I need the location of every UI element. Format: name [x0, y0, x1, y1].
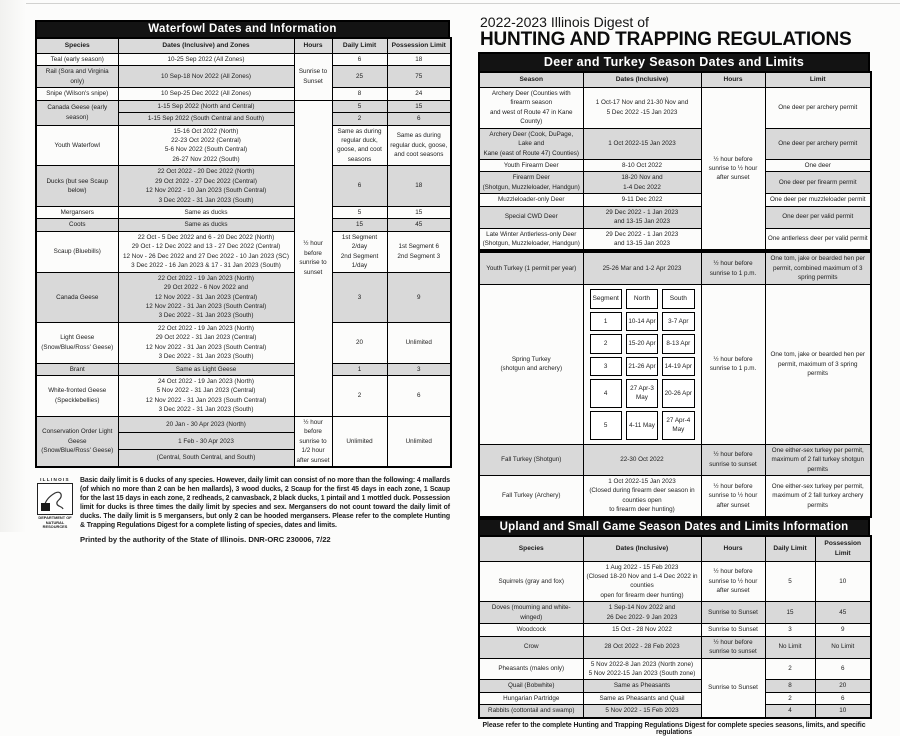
dates-cell: 25-26 Mar and 1-2 Apr 2023	[583, 251, 701, 284]
segment-cell: 21-26 Apr	[626, 357, 658, 376]
table-row	[479, 128, 871, 159]
hours-cell: ½ hour before sunrise to ½ hour after sunset	[701, 87, 765, 251]
idnr-logo	[35, 477, 75, 530]
hours-cell: ½ hour before sunrise to sunset	[701, 444, 765, 475]
limit-cell: One deer per muzzleloader permit	[765, 194, 871, 206]
waterfowl-panel	[35, 20, 450, 544]
species-cell: Quail (Bobwhite)	[479, 680, 583, 692]
segment-cell: 4	[590, 379, 622, 408]
segment-header-cell: South	[662, 289, 694, 309]
column-header: Dates (Inclusive)	[583, 536, 701, 561]
table-row	[36, 322, 451, 363]
season-cell: Firearm Deer (Shotgun, Muzzleloader, Handgun)	[479, 172, 583, 194]
table-row	[479, 172, 871, 194]
dates-cell: 20 Jan - 30 Apr 2023 (North)	[118, 416, 294, 433]
hours-cell: ½ hour before sunrise to 1 p.m.	[701, 284, 765, 444]
table-row	[479, 705, 871, 718]
table-row	[36, 125, 451, 166]
species-cell: Crow	[479, 636, 583, 658]
page-edge-line	[0, 3, 900, 4]
season-cell: Youth Turkey (1 permit per year)	[479, 251, 583, 284]
segment-cell: 4-11 May	[626, 411, 658, 440]
daily-limit-cell: 2	[332, 113, 387, 125]
column-header: Limit	[765, 72, 871, 87]
dates-cell: Same as Light Geese	[118, 363, 294, 375]
limit-cell: One deer per archery permit	[765, 87, 871, 128]
season-cell: Late Winter Antlerless-only Deer (Shotgun, Muzzleloader, Handgun)	[479, 228, 583, 251]
table-row	[479, 159, 871, 171]
hours-cell: ½ hour before sunrise to sunset	[294, 100, 332, 416]
segment-cell: 1	[590, 312, 622, 331]
possession-limit-cell: 24	[387, 88, 451, 100]
species-cell: Scaup (Bluebills)	[36, 231, 118, 272]
dates-cell: 22 Oct 2022 - 19 Jan 2023 (North) 29 Oct 2022 - 6 Nov 2022 and 12 Nov 2022 - 31 Jan 2023 (Central) 12 Nov 2022 - 31 Jan 2023 (South Central) 3 Dec 2022 - 31 Jan 2023 (South)	[118, 272, 294, 322]
daily-limit-cell: 2	[765, 692, 815, 704]
possession-limit-cell: 15	[387, 100, 451, 112]
hours-cell: Sunrise to Sunset	[294, 53, 332, 100]
daily-limit-cell: No Limit	[765, 636, 815, 658]
season-cell: Spring Turkey (shotgun and archery)	[479, 284, 583, 444]
table-row	[36, 219, 451, 231]
daily-limit-cell: 15	[332, 219, 387, 231]
limit-cell: One tom, jake or bearded hen per permit, maximum of 3 spring permits	[765, 284, 871, 444]
deer-turkey-table	[478, 71, 872, 518]
dates-cell: 24 Oct 2022 - 19 Jan 2023 (North) 5 Nov 2022 - 31 Jan 2023 (Central) 12 Nov 2022 - 31 Jan 2023 (South Central) 3 Dec 2022 - 31 Jan 2023 (South)	[118, 376, 294, 417]
possession-limit-cell: 20	[815, 680, 871, 692]
table-row	[36, 376, 451, 417]
waterfowl-table-container	[35, 37, 450, 468]
table-row	[479, 624, 871, 636]
dates-cell: 1 Oct-17 Nov and 21-30 Nov and 5 Dec 2022 -15 Jan 2023	[583, 87, 701, 128]
segment-cell: 27 Apr-3 May	[626, 379, 658, 408]
column-header: Dates (Inclusive)	[583, 72, 701, 87]
possession-limit-cell: 3	[387, 363, 451, 375]
idnr-map-icon	[37, 483, 73, 515]
upland-table-container	[478, 535, 870, 719]
segment-header-cell: Segment	[590, 289, 622, 309]
dates-cell: 1 Oct 2022-15 Jan 2023 (Closed during firearm deer season in counties open to firearm deer hunting)	[583, 476, 701, 517]
table-row	[479, 602, 871, 624]
possession-limit-cell: 6	[815, 692, 871, 704]
deer-turkey-table-title-bar: Deer and Turkey Season Dates and Limits	[478, 52, 870, 71]
limit-cell: One deer	[765, 159, 871, 171]
species-cell: Brant	[36, 363, 118, 375]
regulations-panel	[478, 14, 870, 736]
table-row	[479, 658, 871, 680]
species-cell: Squirrels (gray and fox)	[479, 561, 583, 602]
dates-cell: 15-16 Oct 2022 (North) 22-23 Oct 2022 (Central) 5-6 Nov 2022 (South Central) 26-27 Nov 2022 (South)	[118, 125, 294, 166]
segment-cell: 27 Apr-4 May	[662, 411, 694, 440]
table-row	[36, 416, 451, 433]
limit-cell: One antlerless deer per valid permit	[765, 228, 871, 251]
column-header: Species	[479, 536, 583, 561]
printed-by-line: Printed by the authority of the State of Illinois. DNR-ORC 230006, 7/22	[80, 534, 331, 544]
hours-cell: ½ hour before sunrise to 1 p.m.	[701, 251, 765, 284]
possession-limit-cell: 10	[815, 561, 871, 602]
possession-limit-cell: Same as during regular duck, goose, and coot seasons	[387, 125, 451, 166]
table-row	[36, 66, 451, 88]
daily-limit-cell: 8	[332, 88, 387, 100]
species-cell: Coots	[36, 219, 118, 231]
limit-cell: One either-sex turkey per permit, maximum of 2 fall turkey archery permits	[765, 476, 871, 517]
dates-cell: 5 Nov 2022 - 15 Feb 2023	[583, 705, 701, 718]
segment-cell: 10-14 Apr	[626, 312, 658, 331]
waterfowl-table	[35, 37, 452, 468]
dates-cell: 8-10 Oct 2022	[583, 159, 701, 171]
limit-cell: One deer per valid permit	[765, 206, 871, 228]
table-row	[479, 476, 871, 517]
hours-cell: ½ hour before sunrise to ½ hour after sunset	[701, 561, 765, 602]
digest-title-line2: HUNTING AND TRAPPING REGULATIONS	[480, 29, 852, 50]
hours-cell: ½ hour before sunrise to 1/2 hour after sunset	[294, 416, 332, 467]
column-header: Species	[36, 38, 118, 53]
segment-cell: 3	[590, 357, 622, 376]
season-cell: Special CWD Deer	[479, 206, 583, 228]
possession-limit-cell: 6	[387, 113, 451, 125]
regulations-footnote: Please refer to the complete Hunting and Trapping Regulations Digest for complete species seasons, limits, and specific regulations	[482, 721, 866, 736]
upland-small-game-table	[478, 535, 872, 719]
limit-cell: One tom, jake or bearded hen per permit, combined maximum of 3 spring permits	[765, 251, 871, 284]
dates-cell: 1-15 Sep 2022 (North and Central)	[118, 100, 294, 112]
season-cell: Fall Turkey (Shotgun)	[479, 444, 583, 475]
daily-limit-cell: Same as during regular duck, goose, and coot seasons	[332, 125, 387, 166]
possession-limit-cell: 15	[387, 207, 451, 219]
segment-cell: 5	[590, 411, 622, 440]
table-row	[479, 87, 871, 128]
dates-cell: 1-15 Sep 2022 (South Central and South)	[118, 113, 294, 125]
table-row	[36, 53, 451, 65]
daily-limit-cell: 25	[332, 66, 387, 88]
dates-cell: 22 Oct 2022 - 20 Dec 2022 (North) 29 Oct 2022 - 27 Dec 2022 (Central) 12 Nov 2022 - 10 Jan 2023 (South Central) 3 Dec 2022 - 31 Jan 2023 (South)	[118, 166, 294, 207]
daily-limit-cell: 4	[765, 705, 815, 718]
table-row	[36, 207, 451, 219]
species-cell: Rail (Sora and Virginia only)	[36, 66, 118, 88]
season-cell: Archery Deer (Counties with firearm season and west of Route 47 in Kane County)	[479, 87, 583, 128]
column-header: Hours	[701, 536, 765, 561]
species-cell: Teal (early season)	[36, 53, 118, 65]
left-footer-texts	[80, 477, 450, 544]
species-cell: Light Geese (Snow/Blue/Ross' Geese)	[36, 322, 118, 363]
table-row	[479, 251, 871, 284]
dates-cell: 1 Sep-14 Nov 2022 and 26 Dec 2022- 9 Jan 2023	[583, 602, 701, 624]
dates-cell: Same as ducks	[118, 207, 294, 219]
possession-limit-cell: Unlimited	[387, 322, 451, 363]
possession-limit-cell: 6	[815, 658, 871, 680]
column-header: Possession Limit	[387, 38, 451, 53]
possession-limit-cell: 45	[815, 602, 871, 624]
possession-limit-cell: 9	[387, 272, 451, 322]
species-cell: Woodcock	[479, 624, 583, 636]
possession-limit-cell: 18	[387, 166, 451, 207]
species-cell: Canada Geese (early season)	[36, 100, 118, 125]
hours-cell: ½ hour before sunrise to sunset	[701, 636, 765, 658]
possession-limit-cell: 9	[815, 624, 871, 636]
daily-limit-cell: 5	[765, 561, 815, 602]
segment-cell: 15-20 Apr	[626, 334, 658, 353]
season-cell: Archery Deer (Cook, DuPage, Lake and Kane (east of Route 47) Counties)	[479, 128, 583, 159]
table-row	[479, 228, 871, 251]
dates-cell: 5 Nov 2022-8 Jan 2023 (North zone) 5 Nov 2022-15 Jan 2023 (South zone)	[583, 658, 701, 680]
dates-cell: 28 Oct 2022 - 28 Feb 2023	[583, 636, 701, 658]
season-cell: Youth Firearm Deer	[479, 159, 583, 171]
possession-limit-cell: 18	[387, 53, 451, 65]
table-row	[36, 272, 451, 322]
species-cell: Youth Waterfowl	[36, 125, 118, 166]
dates-cell: 15 Oct - 28 Nov 2022	[583, 624, 701, 636]
dates-cell: 22 Oct 2022 - 19 Jan 2023 (North) 29 Oct 2022 - 31 Jan 2023 (Central) 12 Nov 2022 - 31 Jan 2023 (South Central) 3 Dec 2022 - 31 Jan 2023 (South)	[118, 322, 294, 363]
dates-cell: 22 Oct - 5 Dec 2022 and 6 - 20 Dec 2022 (North) 29 Oct - 12 Dec 2022 and 13 - 27 Dec 2022 (Central) 12 Nov - 26 Dec 2022 and 27 Dec 2022 - 10 Jan 2023 (SC) 3 Dec 2022 - 16 Jan 2023 & 17 - 31 Jan 2023 (South)	[118, 231, 294, 272]
upland-table-title-bar: Upland and Small Game Season Dates and Limits Information	[478, 518, 870, 535]
table-row	[36, 100, 451, 112]
dates-cell: 10 Sep-18 Nov 2022 (All Zones)	[118, 66, 294, 88]
daily-limit-cell: 20	[332, 322, 387, 363]
dates-cell: Same as ducks	[118, 219, 294, 231]
daily-limit-cell: 5	[332, 100, 387, 112]
daily-limit-cell: 2	[765, 658, 815, 680]
column-header: Possession Limit	[815, 536, 871, 561]
column-header: Hours	[294, 38, 332, 53]
table-row	[479, 284, 871, 444]
segment-cell: 2	[590, 334, 622, 353]
dates-cell: 1 Oct 2022-15 Jan 2023	[583, 128, 701, 159]
digest-title-line1: 2022-2023 Illinois Digest of	[480, 14, 649, 30]
hours-cell: ½ hour before sunrise to ½ hour after sunset	[701, 476, 765, 517]
dates-cell: 1 Feb - 30 Apr 2023	[118, 433, 294, 450]
daily-limit-cell: Unlimited	[332, 416, 387, 467]
daily-limit-cell: 3	[765, 624, 815, 636]
species-cell: Conservation Order Light Geese (Snow/Blue/Ross' Geese)	[36, 416, 118, 467]
hours-cell: Sunrise to Sunset	[701, 658, 765, 718]
species-cell: Pheasants (males only)	[479, 658, 583, 680]
waterfowl-footnote: Basic daily limit is 6 ducks of any species. However, daily limit can consist of no more than the following: 4 mallards (of which no more than 2 can be hen mallards), 3 wood ducks, 2 Scaup for the first 45 days in each zone, 1 Scaup for the last 15 days in each zone, 2 redheads, 2 canvasback, 2 black ducks, 1 pintail and 1 mottled duck. Possession limit for ducks is three times the daily limit by species and sex. Mergansers do not count toward the daily limit of ducks. The daily limit is 5 mergansers, but only 2 can be hooded mergansers. Please refer to the complete Hunting & Trapping Regulations Digest for a complete listing of species, dates and limits.	[80, 476, 450, 529]
species-cell: Rabbits (cottontail and swamp)	[479, 705, 583, 718]
column-header: Daily Limit	[765, 536, 815, 561]
table-row	[479, 561, 871, 602]
possession-limit-cell: Unlimited	[387, 416, 451, 467]
table-row	[36, 231, 451, 272]
table-row	[479, 194, 871, 206]
column-header: Hours	[701, 72, 765, 87]
segment-cell: 8-13 Apr	[662, 334, 694, 353]
daily-limit-cell: 1	[332, 363, 387, 375]
spring-turkey-segments	[583, 284, 701, 444]
daily-limit-cell: 15	[765, 602, 815, 624]
table-row	[479, 692, 871, 704]
dates-cell: 18-20 Nov and 1-4 Dec 2022	[583, 172, 701, 194]
hours-cell: Sunrise to Sunset	[701, 602, 765, 624]
limit-cell: One either-sex turkey per permit, maximum of 2 fall turkey shotgun permits	[765, 444, 871, 475]
season-cell: Fall Turkey (Archery)	[479, 476, 583, 517]
dates-cell: 10 Sep-25 Dec 2022 (All Zones)	[118, 88, 294, 100]
segment-cell: 14-19 Apr	[662, 357, 694, 376]
dates-cell: 10-25 Sep 2022 (All Zones)	[118, 53, 294, 65]
species-cell: Doves (mourning and white-winged)	[479, 602, 583, 624]
species-cell: Snipe (Wilson's snipe)	[36, 88, 118, 100]
dates-cell: Same as Pheasants and Quail	[583, 692, 701, 704]
column-header: Daily Limit	[332, 38, 387, 53]
possession-limit-cell: 6	[387, 376, 451, 417]
dates-cell: Same as Pheasants	[583, 680, 701, 692]
logo-dnr-text: DEPARTMENT OF NATURAL RESOURCES	[38, 514, 72, 530]
daily-limit-cell: 8	[765, 680, 815, 692]
table-row	[36, 88, 451, 100]
dates-cell: (Central, South Central, and South)	[118, 450, 294, 467]
species-cell: Mergansers	[36, 207, 118, 219]
table-row	[479, 636, 871, 658]
possession-limit-cell: 1st Segment 6 2nd Segment 3	[387, 231, 451, 272]
possession-limit-cell: 45	[387, 219, 451, 231]
possession-limit-cell: 75	[387, 66, 451, 88]
page-edge-shading	[0, 0, 26, 532]
daily-limit-cell: 1st Segment 2/day 2nd Segment 1/day	[332, 231, 387, 272]
daily-limit-cell: 2	[332, 376, 387, 417]
segment-header-cell: North	[626, 289, 658, 309]
species-cell: White-fronted Geese (Specklebellies)	[36, 376, 118, 417]
possession-limit-cell: 10	[815, 705, 871, 718]
table-row	[479, 206, 871, 228]
season-cell: Muzzleloader-only Deer	[479, 194, 583, 206]
segment-cell: 3-7 Apr	[662, 312, 694, 331]
hours-cell: Sunrise to Sunset	[701, 624, 765, 636]
logo-illinois-text: ILLINOIS	[40, 476, 70, 482]
daily-limit-cell: 3	[332, 272, 387, 322]
daily-limit-cell: 5	[332, 207, 387, 219]
dates-cell: 29 Dec 2022 - 1 Jan 2023 and 13-15 Jan 2023	[583, 228, 701, 251]
dates-cell: 9-11 Dec 2022	[583, 194, 701, 206]
column-header: Dates (Inclusive) and Zones	[118, 38, 294, 53]
table-row	[36, 363, 451, 375]
daily-limit-cell: 6	[332, 53, 387, 65]
species-cell: Ducks (but see Scaup below)	[36, 166, 118, 207]
species-cell: Canada Geese	[36, 272, 118, 322]
column-header: Season	[479, 72, 583, 87]
species-cell: Hungarian Partridge	[479, 692, 583, 704]
segment-table	[586, 286, 699, 443]
table-row	[36, 166, 451, 207]
waterfowl-table-title-bar: Waterfowl Dates and Information	[35, 20, 450, 37]
deer-turkey-table-container	[478, 71, 870, 518]
table-row	[479, 444, 871, 475]
limit-cell: One deer per firearm permit	[765, 172, 871, 194]
dates-cell: 22-30 Oct 2022	[583, 444, 701, 475]
table-row	[479, 680, 871, 692]
segment-cell: 20-26 Apr	[662, 379, 694, 408]
possession-limit-cell: No Limit	[815, 636, 871, 658]
limit-cell: One deer per archery permit	[765, 128, 871, 159]
dates-cell: 1 Aug 2022 - 15 Feb 2023 (Closed 18-20 Nov and 1-4 Dec 2022 in counties open for firearm deer hunting)	[583, 561, 701, 602]
daily-limit-cell: 6	[332, 166, 387, 207]
dates-cell: 29 Dec 2022 - 1 Jan 2023 and 13-15 Jan 2023	[583, 206, 701, 228]
left-footer	[35, 477, 450, 544]
